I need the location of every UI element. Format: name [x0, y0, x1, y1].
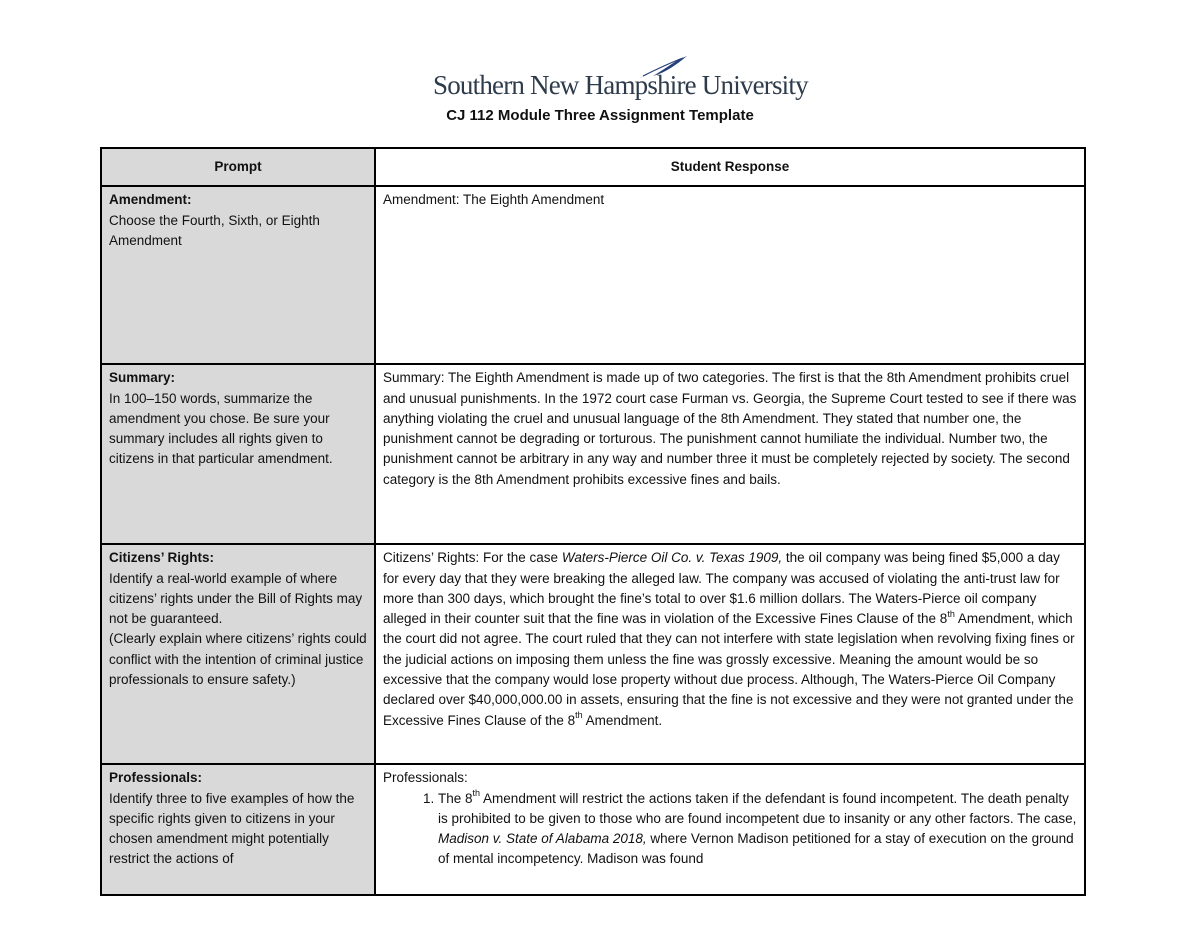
case-citation: Madison v. State of Alabama 2018, [438, 831, 647, 847]
professionals-list [383, 789, 1078, 870]
prompt-column-header: Prompt [101, 148, 375, 186]
prompt-cell-professionals [101, 764, 375, 895]
response-heading: Professionals: [383, 770, 468, 786]
response-column-header: Student Response [375, 148, 1085, 186]
prompt-text-note: (Clearly explain where citizens’ rights could conflict with the intention of criminal justice professionals to ensure safety.) [109, 631, 367, 688]
university-logo [433, 54, 808, 102]
prompt-text: Identify three to five examples of how the specific rights given to citizens in your chosen amendment might potentially restrict the actions of [109, 790, 355, 867]
table-row [101, 186, 1085, 364]
case-citation: Waters-Pierce Oil Co. v. Texas 1909, [561, 550, 783, 566]
response-cell-amendment[interactable] [375, 186, 1085, 364]
prompt-label: Professionals: [109, 770, 203, 786]
prompt-cell-amendment [101, 186, 375, 364]
prompt-label: Citizens’ Rights: [109, 550, 215, 566]
table-header-row [101, 148, 1085, 186]
list-item: 1. The 8th Amendment will restrict the actions taken if the defendant is found incompetent. The death penalty is prohibited to be given to those who are found incompetent due to insanity or any other factors. The case, Madison v. State of Alabama 2018, where Vernon Madison petitioned for a stay of execution on the ground of mental incompetency. Madison was found [438, 789, 1078, 870]
university-name: Southern New Hampshire University [433, 70, 808, 100]
prompt-label: Summary: [109, 370, 176, 386]
response-text: Summary: The Eighth Amendment is made up of two categories. The first is that the 8th Amendment prohibits cruel and unusual punishments. In the 1972 court case Furman vs. Georgia, the Supreme Court tested to see if there was anything violating the cruel and unusual language of the 8th Amendment. They stated that number one, the punishment cannot be degrading or torturous. The punishment cannot humiliate the individual. Number two, the punishment cannot be arbitrary in any way and number three it must be completely rejected by society. The second category is the 8th Amendment prohibits excessive fines and bails. [383, 370, 1077, 487]
response-cell-citizens-rights[interactable] [375, 544, 1085, 764]
table-row [101, 544, 1085, 764]
prompt-cell-citizens-rights [101, 544, 375, 764]
quill-leaf-icon [637, 54, 689, 80]
prompt-text: In 100–150 words, summarize the amendment you chose. Be sure your summary includes all rights given to citizens in that particular amendment. [109, 390, 333, 467]
response-text: Citizens’ Rights: For the case Waters-Pierce Oil Co. v. Texas 1909, the oil company was being fined $5,000 a day for every day that they were breaking the alleged law. The company was accused of violating the anti-trust law for more than 300 days, which brought the fine’s total to over $1.6 million dollars. The Waters-Pierce oil company alleged in their counter suit that the fine was in violation of the Excessive Fines Clause of the 8th Amendment, which the court did not agree. The court ruled that they can not interfere with state legislation when revolving fixing fines or the judicial actions on imposing them unless the fine was grossly excessive. Meaning the amount would be so excessive that the company would lose property without due process. Although, The Waters-Pierce Oil Company declared over $40,000,000.00 in assets, ensuring that the fine is not excessive and they were not granted under the Excessive Fines Clause of the 8th Amendment. [383, 550, 1075, 728]
assignment-table [100, 147, 1086, 896]
response-cell-summary[interactable] [375, 364, 1085, 544]
prompt-label: Amendment: [109, 192, 192, 208]
table-row [101, 764, 1085, 895]
prompt-text: Identify a real-world example of where citizens’ rights under the Bill of Rights may not be guaranteed. [109, 570, 363, 627]
document-title: CJ 112 Module Three Assignment Template [446, 107, 754, 124]
response-text: Amendment: The Eighth Amendment [383, 192, 605, 208]
prompt-cell-summary [101, 364, 375, 544]
prompt-text: Choose the Fourth, Sixth, or Eighth Amendment [109, 212, 320, 248]
response-cell-professionals[interactable] [375, 764, 1085, 895]
table-row [101, 364, 1085, 544]
